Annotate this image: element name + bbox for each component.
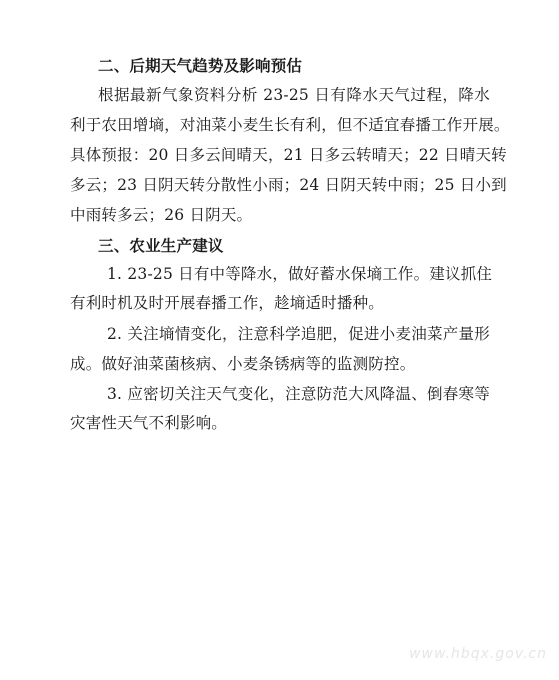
paragraph-line: 根据最新气象资料分析 23-25 日有降水天气过程，降水 <box>98 86 490 104</box>
watermark-text: www.hbqx.gov.cn <box>409 646 547 662</box>
section-3-heading: 三、农业生产建议 <box>98 237 224 255</box>
advice-item-2-line: 2. 关注墒情变化，注意科学追肥，促进小麦油菜产量形 <box>107 325 490 343</box>
advice-item-1-line: 有利时机及时开展春播工作，趁墒适时播种。 <box>70 294 385 312</box>
advice-item-3-line: 3. 应密切关注天气变化，注意防范大风降温、倒春寒等 <box>107 385 490 403</box>
paragraph-line: 具体预报：20 日多云间晴天，21 日多云转晴天；22 日晴天转 <box>70 146 507 164</box>
paragraph-line: 中雨转多云；26 日阴天。 <box>70 206 253 224</box>
section-2-heading: 二、后期天气趋势及影响预估 <box>98 57 303 75</box>
paragraph-line: 利于农田增墒，对油菜小麦生长有利，但不适宜春播工作开展。 <box>70 116 510 134</box>
advice-item-2-line: 成。做好油菜菌核病、小麦条锈病等的监测防控。 <box>70 355 416 373</box>
paragraph-line: 多云；23 日阴天转分散性小雨；24 日阴天转中雨；25 日小到 <box>70 176 507 194</box>
advice-item-3-line: 灾害性天气不利影响。 <box>70 414 228 432</box>
advice-item-1-line: 1. 23-25 日有中等降水，做好蓄水保墒工作。建议抓住 <box>107 265 493 283</box>
